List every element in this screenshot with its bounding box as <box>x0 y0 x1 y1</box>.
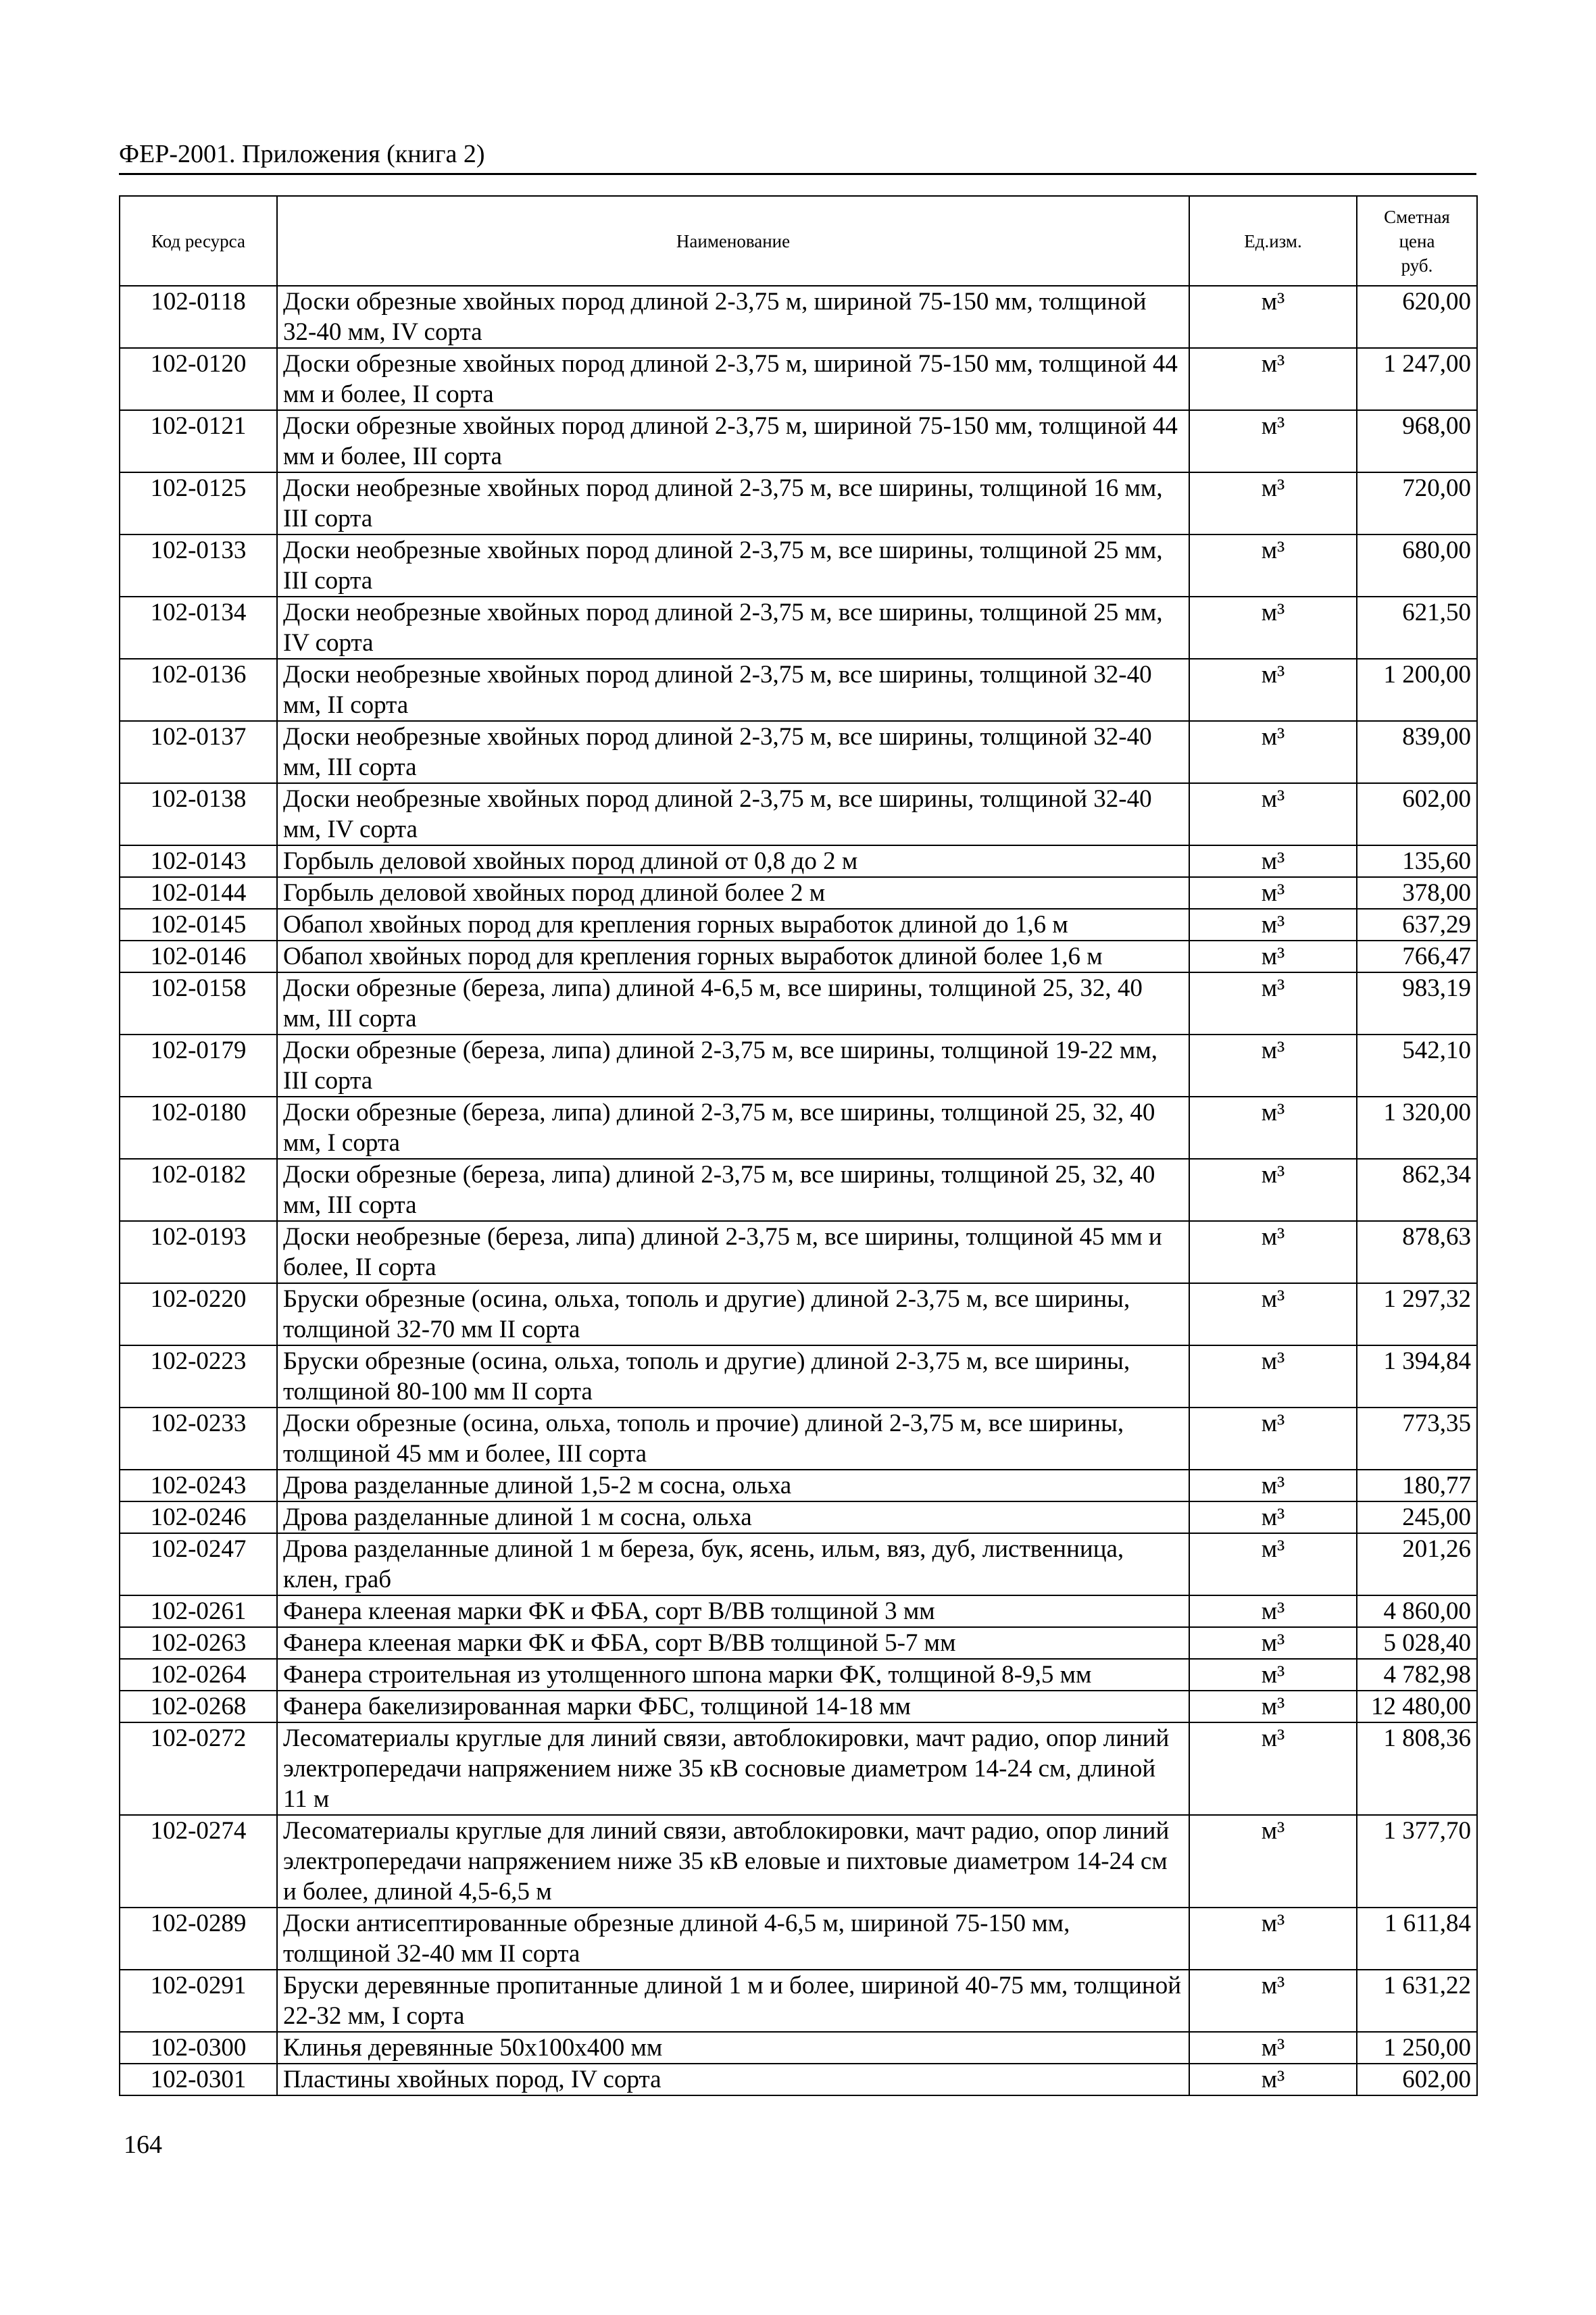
price-cell: 1 200,00 <box>1357 659 1477 721</box>
resource-name-cell: Доски обрезные (береза, липа) длиной 2-3,75 м, все ширины, толщиной 25, 32, 40 мм, III сорта <box>277 1159 1189 1221</box>
resource-name-cell: Фанера строительная из утолщенного шпона марки ФК, толщиной 8-9,5 мм <box>277 1659 1189 1691</box>
price-header-line-3: руб. <box>1401 255 1433 276</box>
column-header-code: Код ресурса <box>120 196 277 286</box>
resource-code-cell: 102-0179 <box>120 1035 277 1097</box>
resource-name-cell: Клинья деревянные 50х100х400 мм <box>277 2032 1189 2064</box>
price-cell: 12 480,00 <box>1357 1691 1477 1722</box>
table-row <box>120 1595 1477 1627</box>
table-row <box>120 1283 1477 1345</box>
price-cell: 5 028,40 <box>1357 1627 1477 1659</box>
price-cell: 680,00 <box>1357 534 1477 597</box>
price-cell: 620,00 <box>1357 286 1477 348</box>
price-cell: 1 250,00 <box>1357 2032 1477 2064</box>
resource-code-cell: 102-0137 <box>120 721 277 783</box>
resource-code-cell: 102-0133 <box>120 534 277 597</box>
resource-name-cell: Бруски обрезные (осина, ольха, тополь и другие) длиной 2-3,75 м, все ширины, толщиной 32-70 мм II сорта <box>277 1283 1189 1345</box>
resource-code-cell: 102-0233 <box>120 1408 277 1470</box>
resource-code-cell: 102-0301 <box>120 2064 277 2095</box>
unit-cell: м³ <box>1189 1815 1357 1908</box>
resource-name-cell: Горбыль деловой хвойных пород длиной более 2 м <box>277 877 1189 909</box>
table-row <box>120 1501 1477 1533</box>
table-row <box>120 1533 1477 1595</box>
table-row <box>120 1470 1477 1501</box>
resource-code-cell: 102-0263 <box>120 1627 277 1659</box>
price-cell: 4 860,00 <box>1357 1595 1477 1627</box>
unit-cell: м³ <box>1189 1221 1357 1283</box>
resource-name-cell: Доски необрезные хвойных пород длиной 2-3,75 м, все ширины, толщиной 32-40 мм, II сорта <box>277 659 1189 721</box>
resource-code-cell: 102-0220 <box>120 1283 277 1345</box>
table-row <box>120 1408 1477 1470</box>
table-row <box>120 1627 1477 1659</box>
unit-cell: м³ <box>1189 1722 1357 1815</box>
unit-cell: м³ <box>1189 472 1357 534</box>
unit-cell: м³ <box>1189 2032 1357 2064</box>
resource-name-cell: Лесоматериалы круглые для линий связи, автоблокировки, мачт радио, опор линий электропередачи напряжением ниже 35 кВ еловые и пихтовые диаметром 14-24 см и более, длиной 4,5-6,5 м <box>277 1815 1189 1908</box>
resource-code-cell: 102-0289 <box>120 1908 277 1970</box>
table-row <box>120 721 1477 783</box>
resource-name-cell: Обапол хвойных пород для крепления горных выработок длиной более 1,6 м <box>277 941 1189 972</box>
resource-name-cell: Бруски деревянные пропитанные длиной 1 м и более, шириной 40-75 мм, толщиной 22-32 мм, I сорта <box>277 1970 1189 2032</box>
resource-code-cell: 102-0143 <box>120 845 277 877</box>
price-cell: 602,00 <box>1357 783 1477 845</box>
resource-code-cell: 102-0158 <box>120 972 277 1035</box>
resource-name-cell: Дрова разделанные длиной 1 м береза, бук, ясень, ильм, вяз, дуб, лиственница, клен, граб <box>277 1533 1189 1595</box>
price-cell: 378,00 <box>1357 877 1477 909</box>
price-cell: 621,50 <box>1357 597 1477 659</box>
table-row <box>120 783 1477 845</box>
resource-code-cell: 102-0121 <box>120 410 277 472</box>
table-row <box>120 1097 1477 1159</box>
unit-cell: м³ <box>1189 1470 1357 1501</box>
resource-code-cell: 102-0136 <box>120 659 277 721</box>
table-row <box>120 1722 1477 1815</box>
resource-name-cell: Дрова разделанные длиной 1 м сосна, ольха <box>277 1501 1189 1533</box>
unit-cell: м³ <box>1189 2064 1357 2095</box>
header-divider <box>119 173 1476 175</box>
price-header-line-2: цена <box>1399 230 1435 251</box>
table-row <box>120 1221 1477 1283</box>
resource-code-cell: 102-0118 <box>120 286 277 348</box>
table-row <box>120 1815 1477 1908</box>
table-header-row <box>120 196 1477 286</box>
unit-cell: м³ <box>1189 1501 1357 1533</box>
price-cell: 201,26 <box>1357 1533 1477 1595</box>
resource-name-cell: Обапол хвойных пород для крепления горных выработок длиной до 1,6 м <box>277 909 1189 941</box>
table-row <box>120 972 1477 1035</box>
table-row <box>120 877 1477 909</box>
unit-cell: м³ <box>1189 1408 1357 1470</box>
unit-cell: м³ <box>1189 410 1357 472</box>
price-cell: 1 320,00 <box>1357 1097 1477 1159</box>
table-row <box>120 534 1477 597</box>
table-row <box>120 941 1477 972</box>
resource-name-cell: Доски необрезные хвойных пород длиной 2-3,75 м, все ширины, толщиной 16 мм, III сорта <box>277 472 1189 534</box>
unit-cell: м³ <box>1189 534 1357 597</box>
resource-code-cell: 102-0180 <box>120 1097 277 1159</box>
unit-cell: м³ <box>1189 1533 1357 1595</box>
unit-cell: м³ <box>1189 1691 1357 1722</box>
unit-cell: м³ <box>1189 597 1357 659</box>
unit-cell: м³ <box>1189 972 1357 1035</box>
price-cell: 1 611,84 <box>1357 1908 1477 1970</box>
resource-code-cell: 102-0274 <box>120 1815 277 1908</box>
resource-name-cell: Доски обрезные хвойных пород длиной 2-3,75 м, шириной 75-150 мм, толщиной 44 мм и более, II сорта <box>277 348 1189 410</box>
resource-code-cell: 102-0134 <box>120 597 277 659</box>
resource-code-cell: 102-0125 <box>120 472 277 534</box>
price-cell: 180,77 <box>1357 1470 1477 1501</box>
resource-price-table <box>119 195 1478 2096</box>
resource-name-cell: Доски обрезные (береза, липа) длиной 4-6,5 м, все ширины, толщиной 25, 32, 40 мм, III сорта <box>277 972 1189 1035</box>
resource-name-cell: Лесоматериалы круглые для линий связи, автоблокировки, мачт радио, опор линий электропередачи напряжением ниже 35 кВ сосновые диаметром 14-24 см, длиной 11 м <box>277 1722 1189 1815</box>
price-cell: 1 297,32 <box>1357 1283 1477 1345</box>
unit-cell: м³ <box>1189 286 1357 348</box>
unit-cell: м³ <box>1189 1595 1357 1627</box>
resource-code-cell: 102-0145 <box>120 909 277 941</box>
resource-name-cell: Доски необрезные хвойных пород длиной 2-3,75 м, все ширины, толщиной 25 мм, IV сорта <box>277 597 1189 659</box>
resource-code-cell: 102-0138 <box>120 783 277 845</box>
table-row <box>120 2032 1477 2064</box>
table-row <box>120 1345 1477 1408</box>
table-row <box>120 909 1477 941</box>
table-row <box>120 410 1477 472</box>
unit-cell: м³ <box>1189 783 1357 845</box>
resource-name-cell: Доски необрезные (береза, липа) длиной 2-3,75 м, все ширины, толщиной 45 мм и более, II сорта <box>277 1221 1189 1283</box>
price-header-line-1: Сметная <box>1384 206 1450 227</box>
table-row <box>120 1908 1477 1970</box>
resource-name-cell: Доски обрезные (осина, ольха, тополь и прочие) длиной 2-3,75 м, все ширины, толщиной 45 мм и более, III сорта <box>277 1408 1189 1470</box>
price-cell: 135,60 <box>1357 845 1477 877</box>
price-cell: 602,00 <box>1357 2064 1477 2095</box>
unit-cell: м³ <box>1189 909 1357 941</box>
resource-name-cell: Доски обрезные (береза, липа) длиной 2-3,75 м, все ширины, толщиной 25, 32, 40 мм, I сорта <box>277 1097 1189 1159</box>
price-cell: 637,29 <box>1357 909 1477 941</box>
price-cell: 245,00 <box>1357 1501 1477 1533</box>
page-number: 164 <box>124 2131 162 2159</box>
resource-code-cell: 102-0261 <box>120 1595 277 1627</box>
resource-name-cell: Доски антисептированные обрезные длиной 4-6,5 м, шириной 75-150 мм, толщиной 32-40 мм II сорта <box>277 1908 1189 1970</box>
resource-code-cell: 102-0243 <box>120 1470 277 1501</box>
resource-name-cell: Фанера клееная марки ФК и ФБА, сорт В/ВВ толщиной 3 мм <box>277 1595 1189 1627</box>
unit-cell: м³ <box>1189 845 1357 877</box>
table-row <box>120 1659 1477 1691</box>
table-row <box>120 2064 1477 2095</box>
column-header-unit: Ед.изм. <box>1189 196 1357 286</box>
price-cell: 862,34 <box>1357 1159 1477 1221</box>
unit-cell: м³ <box>1189 348 1357 410</box>
resource-name-cell: Дрова разделанные длиной 1,5-2 м сосна, ольха <box>277 1470 1189 1501</box>
price-cell: 878,63 <box>1357 1221 1477 1283</box>
unit-cell: м³ <box>1189 1097 1357 1159</box>
unit-cell: м³ <box>1189 1345 1357 1408</box>
price-cell: 4 782,98 <box>1357 1659 1477 1691</box>
unit-cell: м³ <box>1189 1283 1357 1345</box>
resource-code-cell: 102-0120 <box>120 348 277 410</box>
table-row <box>120 348 1477 410</box>
resource-code-cell: 102-0193 <box>120 1221 277 1283</box>
price-cell: 1 631,22 <box>1357 1970 1477 2032</box>
table-row <box>120 1159 1477 1221</box>
resource-code-cell: 102-0144 <box>120 877 277 909</box>
resource-name-cell: Горбыль деловой хвойных пород длиной от 0,8 до 2 м <box>277 845 1189 877</box>
table-row <box>120 845 1477 877</box>
price-cell: 1 394,84 <box>1357 1345 1477 1408</box>
unit-cell: м³ <box>1189 877 1357 909</box>
resource-code-cell: 102-0247 <box>120 1533 277 1595</box>
unit-cell: м³ <box>1189 1159 1357 1221</box>
table-row <box>120 597 1477 659</box>
resource-code-cell: 102-0272 <box>120 1722 277 1815</box>
unit-cell: м³ <box>1189 1970 1357 2032</box>
price-cell: 1 247,00 <box>1357 348 1477 410</box>
unit-cell: м³ <box>1189 1908 1357 1970</box>
resource-name-cell: Доски обрезные хвойных пород длиной 2-3,75 м, шириной 75-150 мм, толщиной 44 мм и более, III сорта <box>277 410 1189 472</box>
price-cell: 1 808,36 <box>1357 1722 1477 1815</box>
price-cell: 983,19 <box>1357 972 1477 1035</box>
resource-name-cell: Пластины хвойных пород, IV сорта <box>277 2064 1189 2095</box>
resource-name-cell: Бруски обрезные (осина, ольха, тополь и другие) длиной 2-3,75 м, все ширины, толщиной 80-100 мм II сорта <box>277 1345 1189 1408</box>
table-row <box>120 659 1477 721</box>
column-header-price <box>1357 196 1477 286</box>
resource-code-cell: 102-0246 <box>120 1501 277 1533</box>
price-cell: 542,10 <box>1357 1035 1477 1097</box>
table-row <box>120 1970 1477 2032</box>
resource-name-cell: Доски необрезные хвойных пород длиной 2-3,75 м, все ширины, толщиной 32-40 мм, IV сорта <box>277 783 1189 845</box>
resource-code-cell: 102-0146 <box>120 941 277 972</box>
price-cell: 839,00 <box>1357 721 1477 783</box>
table-row <box>120 286 1477 348</box>
price-cell: 773,35 <box>1357 1408 1477 1470</box>
unit-cell: м³ <box>1189 1627 1357 1659</box>
resource-name-cell: Доски обрезные хвойных пород длиной 2-3,75 м, шириной 75-150 мм, толщиной 32-40 мм, IV сорта <box>277 286 1189 348</box>
table-row <box>120 1691 1477 1722</box>
resource-code-cell: 102-0182 <box>120 1159 277 1221</box>
price-cell: 720,00 <box>1357 472 1477 534</box>
table-row <box>120 472 1477 534</box>
resource-name-cell: Фанера клееная марки ФК и ФБА, сорт В/ВВ толщиной 5-7 мм <box>277 1627 1189 1659</box>
column-header-name: Наименование <box>277 196 1189 286</box>
unit-cell: м³ <box>1189 659 1357 721</box>
unit-cell: м³ <box>1189 721 1357 783</box>
unit-cell: м³ <box>1189 941 1357 972</box>
unit-cell: м³ <box>1189 1659 1357 1691</box>
resource-code-cell: 102-0300 <box>120 2032 277 2064</box>
table-body <box>120 286 1477 2095</box>
resource-code-cell: 102-0268 <box>120 1691 277 1722</box>
resource-name-cell: Доски необрезные хвойных пород длиной 2-3,75 м, все ширины, толщиной 25 мм, III сорта <box>277 534 1189 597</box>
resource-name-cell: Фанера бакелизированная марки ФБС, толщиной 14-18 мм <box>277 1691 1189 1722</box>
resource-code-cell: 102-0291 <box>120 1970 277 2032</box>
page-header-title: ФЕР-2001. Приложения (книга 2) <box>119 140 485 168</box>
resource-name-cell: Доски обрезные (береза, липа) длиной 2-3,75 м, все ширины, толщиной 19-22 мм, III сорта <box>277 1035 1189 1097</box>
resource-name-cell: Доски необрезные хвойных пород длиной 2-3,75 м, все ширины, толщиной 32-40 мм, III сорта <box>277 721 1189 783</box>
price-cell: 766,47 <box>1357 941 1477 972</box>
price-cell: 968,00 <box>1357 410 1477 472</box>
table-row <box>120 1035 1477 1097</box>
unit-cell: м³ <box>1189 1035 1357 1097</box>
resource-code-cell: 102-0223 <box>120 1345 277 1408</box>
price-cell: 1 377,70 <box>1357 1815 1477 1908</box>
resource-code-cell: 102-0264 <box>120 1659 277 1691</box>
